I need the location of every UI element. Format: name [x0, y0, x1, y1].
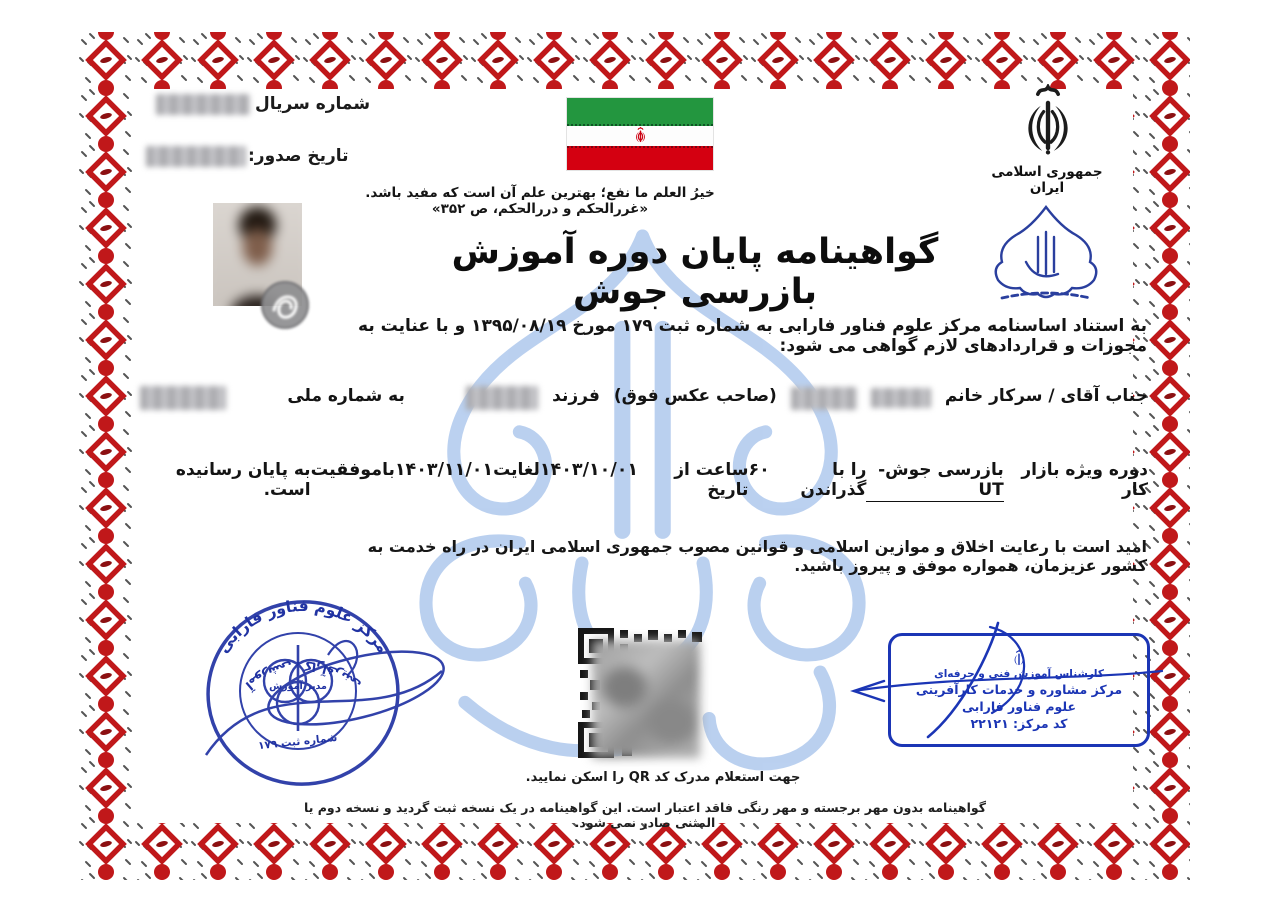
wish-text: امید است با رعایت اخلاق و موازین اسلامی و قوانین مصوب جمهوری اسلامی ایران در راه خدمت به کشور عزیزمان، همواره موفق و پیروز باشید.: [367, 537, 1147, 575]
farabi-dome-logo-icon: [985, 202, 1107, 302]
footer-disclaimer: گواهینامه بدون مهر برجسته و مهر رنگی فاقد اعتبار است. این گواهینامه در یک نسخه ثبت گردید و نسخه دوم یا المثنی صادر نمی شود.: [304, 800, 986, 830]
serial-label: شماره سریال: [255, 94, 371, 114]
right-stamp-line1: کارشناس آموزش فنی و حرفه‌ای: [934, 667, 1104, 680]
iran-flag: [567, 98, 713, 170]
course-prefix: دوره ویژه بازار کار: [1021, 460, 1148, 500]
national-id-redacted: [140, 386, 226, 410]
left-stamp-reg-no: شماره ثبت ۱۷۹: [257, 731, 338, 753]
father-name-redacted: [466, 386, 538, 410]
right-stamp-line2: مرکز مشاوره و خدمات کارآفرینی: [915, 681, 1123, 697]
svg-text:مرکز علوم فناور فارابی: [214, 597, 392, 656]
hours-unit-label: ساعت از تاریخ: [674, 460, 749, 500]
child-of-label: فرزند: [552, 386, 600, 406]
with-word: با: [382, 460, 395, 480]
flag-red-stripe: [567, 146, 713, 170]
first-name-redacted: [871, 388, 931, 408]
pass-label: را با گذراندن: [800, 460, 867, 500]
right-stamp-line4: کد مرکز: ۲۲۱۲۱: [970, 715, 1068, 731]
qr-code: [578, 628, 712, 760]
right-signature-icon: [840, 615, 1170, 775]
until-label: لغایت: [493, 460, 540, 480]
intro-text: به استناد اساسنامه مرکز علوم فناور فارابی به شماره ثبت ۱۷۹ مورخ ۱۳۹۵/۰۸/۱۹ و با عنایت به مجوزات و قراردادهای لازم گواهی می شود:: [358, 316, 1147, 356]
date-from-value: ۱۴۰۳/۱۰/۰۱: [539, 460, 639, 480]
date-to-value: ۱۴۰۳/۱۱/۰۱: [394, 460, 494, 480]
flag-emblem-icon: [632, 127, 649, 145]
last-name-redacted: [791, 387, 857, 410]
issue-date-value-redacted: [146, 146, 246, 167]
hadith-text: خیرُ العلم ما نفع؛ بهترین علم آن است که مفید باشد. «غررالحکم و دررالحکم، ص ۳۵۲»: [365, 185, 715, 217]
photo-owner-note: (صاحب عکس فوق): [613, 386, 777, 406]
qr-caption: جهت استعلام مدرک کد QR را اسکن نمایید.: [525, 770, 801, 785]
certificate-title: گواهینامه پایان دوره آموزش بازرسی جوش: [451, 232, 939, 312]
qr-blur-overlay: [592, 640, 700, 758]
national-id-label: به شماره ملی: [287, 386, 405, 406]
success-word: موفقیت: [310, 460, 383, 480]
serial-value-redacted: [156, 94, 250, 115]
hours-value: ۶۰: [748, 460, 770, 480]
left-stamp-center-text: مدیر آموزش: [269, 681, 327, 692]
completion-text: به پایان رسانیده است.: [175, 460, 311, 500]
left-round-stamp: [178, 593, 448, 798]
emblem-caption: جمهوری اسلامی ایران: [991, 164, 1103, 196]
recipient-line: [140, 386, 1148, 410]
embossed-seal-icon: [260, 280, 310, 330]
left-stamp-ring-top-text: مرکز علوم فناور فارابی: [214, 596, 392, 657]
left-stamp-ring-bottom-text: آموزشی ، کارآفرینی: [242, 658, 364, 694]
flag-green-stripe: [567, 98, 713, 126]
flag-white-stripe: [567, 126, 713, 146]
course-line: [140, 460, 1148, 502]
national-emblem-icon: [1008, 84, 1088, 164]
issue-date-label: تاریخ صدور:: [248, 146, 349, 166]
course-name: بازرسی جوش-UT: [866, 460, 1003, 502]
recipient-prefix: جناب آقای / سرکار خانم: [944, 386, 1148, 406]
right-stamp-line3: علوم فناور فارابی: [962, 698, 1076, 714]
